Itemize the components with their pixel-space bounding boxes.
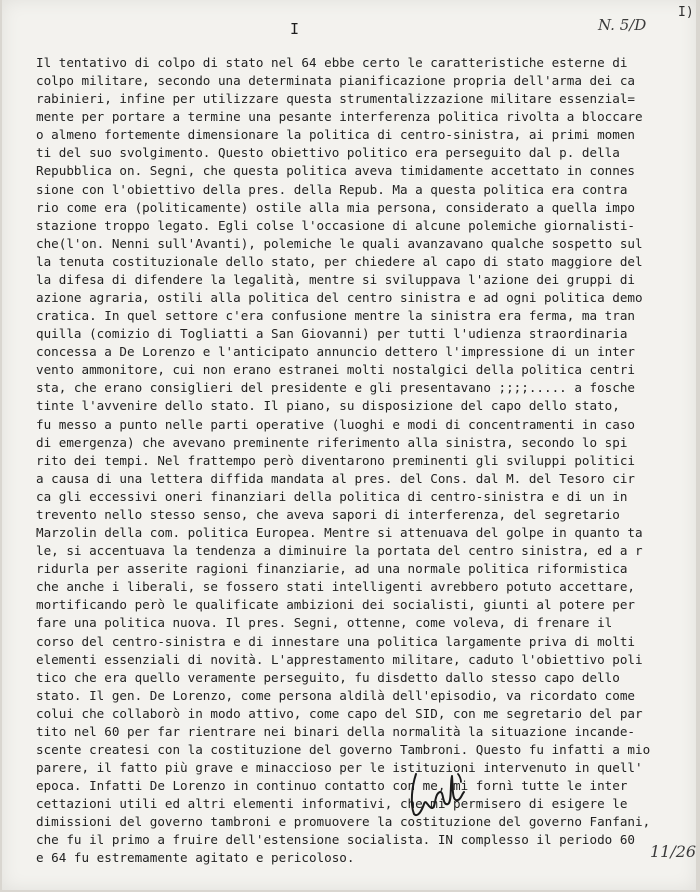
text-line: o almeno fortemente dimensionare la politica di centro-sinistra, ai primi momen [36,127,635,143]
handwritten-signature [406,764,468,822]
text-line: fare una politica nuova. Il pres. Segni, ottenne, come voleva, di frenare il [36,615,613,631]
text-line: ridurla per asserite ragioni finanziarie, ad una normale politica riformistica [36,561,628,577]
archive-reference-bottom: 11/26 [650,842,697,861]
text-line: dimissioni del governo tambroni e promuovere la costituzione del governo Fanfani, [36,814,651,830]
page-number: I [290,20,301,38]
text-line: ti del suo svolgimento. Questo obiettivo politico era perseguito dal p. della [36,145,620,161]
text-line: e 64 fu estremamente agitato e pericoloso. [36,850,355,866]
text-line: la tenuta costituzionale dello stato, per chiedere al capo di stato maggiore del [36,253,643,269]
text-line: stato. Il gen. De Lorenzo, come persona aldilà dell'episodio, va ricordato come [36,687,635,703]
archive-reference-top: N. 5/D [598,16,647,34]
text-line: Il tentativo di colpo di stato nel 64 ebbe certo le caratteristiche esterne di [36,55,628,70]
text-line: la difesa di difendere la legalità, mentre si sviluppava l'azione dei gruppi di [36,271,635,287]
text-line: rito dei tempi. Nel frattempo però diventarono preminenti gli sviluppi politici [36,452,635,468]
text-line: corso del centro-sinistra e di innestare una politica largamente priva di molti [36,633,635,649]
text-line: azione agraria, ostili alla politica del centro sinistra e ad ogni politica demo [36,290,643,306]
text-line: sta, che erano consiglieri del presidente e gli presentavano ;;;;..... a fosche [36,380,635,396]
text-line: colui che collaborò in modo attivo, come capo del SID, con me segretario del par [36,705,643,721]
text-line: di emergenza) che avevano preminente riferimento alla sinistra, secondo lo spi [36,434,628,450]
archive-reference-corner: I) [678,5,694,20]
text-line: che anche i liberali, se fossero stati intelligenti avrebbero potuto accettare, [36,579,635,595]
text-line: fu messo a punto nelle parti operative (luoghi e modi di concentramenti in caso [36,416,635,432]
text-line: che fu il primo a fruire dell'estensione socialista. IN complesso il periodo 60 [36,832,635,848]
text-line: rio come era (politicamente) ostile alla mia persona, considerato a quella impo [36,199,635,215]
text-line: quilla (comizio di Togliatti a San Giovanni) per tutti l'udienza straordinaria [36,326,628,342]
text-line: vento ammonitore, cui non erano estranei molti nostalgici della politica centri [36,362,635,378]
text-line: stazione troppo legato. Egli colse l'occasione di alcune polemiche giornalisti- [36,217,635,233]
text-line: Marzolin della com. politica Europea. Mentre si attenuava del golpe in quanto ta [36,525,643,541]
text-line: epoca. Infatti De Lorenzo in continuo contatto con me, mi fornì tutte le inter [36,778,628,794]
text-line: a causa di una lettera diffida mandata al pres. del Cons. dal M. del Tesoro cir [36,470,635,486]
text-line: cettazioni utili ed altri elementi informativi, che mi permisero di esigere le [36,796,628,812]
text-line: rabinieri, infine per utilizzare questa strumentalizzazione militare essenzial= [36,91,635,107]
text-line: le, si accentuava la tendenza a diminuire la portata del centro sinistra, ed a r [36,543,643,559]
text-line: tito nel 60 per far rientrare nei binari della normalità la situazione incande- [36,723,635,739]
text-line: Repubblica on. Segni, che questa politica aveva timidamente accettato in connes [36,163,635,179]
typed-page [2,0,696,890]
text-line: scente createsi con la costituzione del governo Tambroni. Questo fu infatti a mio [36,741,651,757]
text-line: ca gli eccessivi oneri finanziari della politica di centro-sinistra e di un in [36,488,628,504]
text-line: colpo militare, secondo una determinata pianificazione propria dell'arma dei ca [36,73,635,89]
text-line: mente per portare a termine una pesante interferenza politica rivolta a bloccare [36,109,643,125]
text-line: concessa a De Lorenzo e l'anticipato annuncio dettero l'impressione di un inter [36,344,635,360]
text-line: tinte l'avvenire dello stato. Il piano, su disposizione del capo dello stato, [36,398,620,414]
text-line: tico che era quello veramente perseguito, fu disdetto dallo stesso capo dello [36,669,620,685]
text-line: trevento nello stesso senso, che aveva sapori di interferenza, del segretario [36,506,620,522]
text-line: sione con l'obiettivo della pres. della Repub. Ma a questa politica era contra [36,181,628,197]
text-line: cratica. In quel settore c'era confusione mentre la sinistra era ferma, ma tran [36,308,635,324]
text-line: mortificando però le qualificate ambizioni dei socialisti, giunti al potere per [36,597,635,613]
text-line: parere, il fatto più grave e minaccioso per le istituzioni intervenuto in quell' [36,760,643,776]
body-text [36,54,696,868]
text-line: elementi essenziali di novità. L'apprestamento militare, caduto l'obiettivo poli [36,651,643,667]
text-line: che(l'on. Nenni sull'Avanti), polemiche le quali avanzavano qualche sospetto sul [36,235,643,251]
